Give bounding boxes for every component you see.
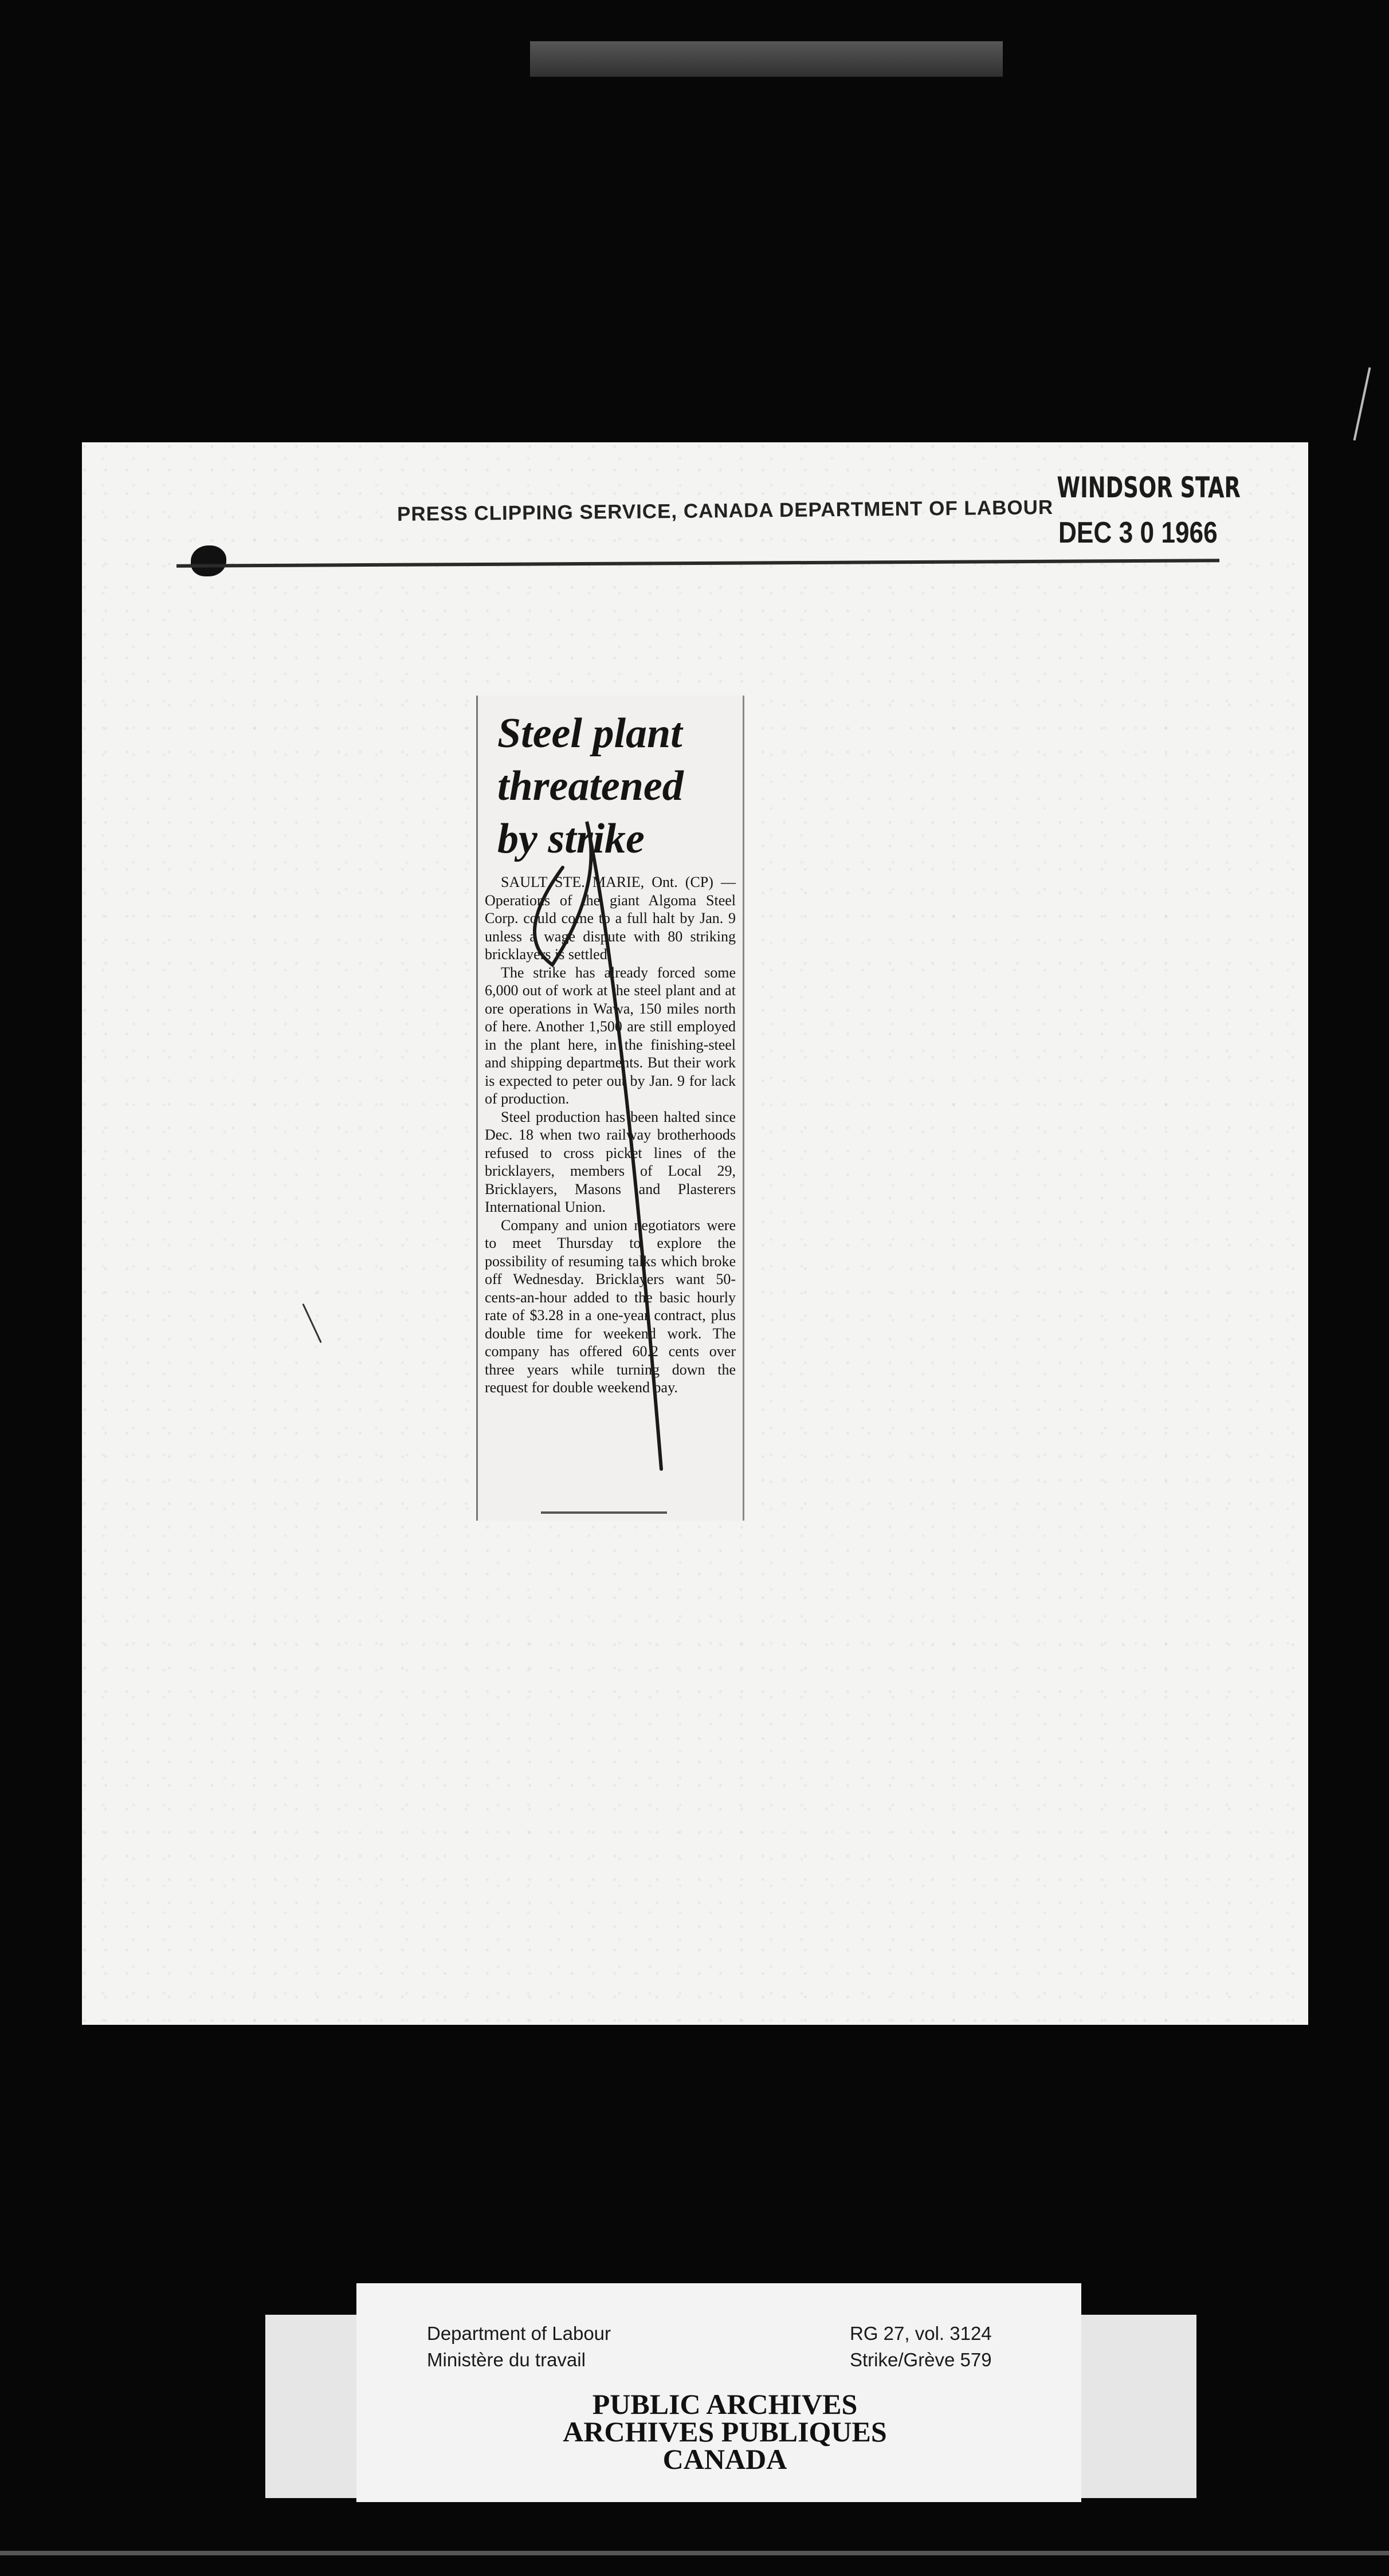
- article-paragraph: Steel production has been halted since Dec. 18 when two railway brotherhoods refused to cross picket lines of the bricklayers, members of Local 29, Bricklayers, Masons and Plasterers International Union.: [485, 1108, 736, 1215]
- headline-line: threatened: [497, 763, 684, 810]
- clipping-date: DEC 3 0 1966: [1058, 516, 1218, 549]
- pen-check-mark: [478, 696, 743, 1521]
- article-paragraph: The strike has already forced some 6,000 out of work at the steel plant and at ore operations in Wawa, 150 miles north of here. Another 1,500 are still employed in the plant here, in the finishing-steel and shipping departments. But their work is expected to peter out by Jan. 9 for lack of production.: [485, 964, 736, 1107]
- header-rule: [176, 559, 1219, 568]
- punch-hole: [191, 545, 226, 576]
- label-tab-right: [1079, 2315, 1196, 2498]
- film-bottom-edge: [0, 2551, 1389, 2555]
- archives-french: ARCHIVES PUBLIQUES: [563, 2416, 887, 2448]
- label-tab-left: [265, 2315, 366, 2498]
- film-scratch: [1353, 367, 1371, 441]
- headline-line: by strike: [497, 815, 645, 862]
- pencil-mark: [302, 1303, 321, 1343]
- article-paragraph: SAULT STE. MARIE, Ont. (CP) — Operations of the giant Algoma Steel Corp. could come to a full halt by Jan. 9 unless a wage dispute with 80 striking bricklayers is settled.: [485, 874, 736, 963]
- archives-country: CANADA: [662, 2443, 787, 2475]
- department-block: [427, 2320, 611, 2373]
- archives-stamp: [401, 2390, 1049, 2473]
- clipping-sheet: [82, 442, 1308, 2025]
- department-english: Department of Labour: [427, 2323, 611, 2344]
- department-french: Ministère du travail: [427, 2349, 586, 2370]
- record-group-reference: RG 27, vol. 3124: [850, 2323, 992, 2344]
- film-top-strip: [530, 41, 1003, 77]
- strike-number: Strike/Grève 579: [850, 2349, 992, 2370]
- headline-line: Steel plant: [497, 710, 682, 757]
- archives-english: PUBLIC ARCHIVES: [592, 2388, 858, 2420]
- service-title: PRESS CLIPPING SERVICE, CANADA DEPARTMENT OF LABOUR: [397, 496, 1054, 525]
- reference-block: [850, 2320, 992, 2373]
- news-clipping: [476, 696, 744, 1521]
- newspaper-name: WINDSOR STAR: [1057, 471, 1241, 504]
- article-paragraph: Company and union negotiators were to meet Thursday to explore the possibility of resuming talks which broke off Wednesday. Bricklayers want 50-cents-an-hour added to the basic hourly rate of $3.28 in a one-year contract, plus double time for weekend work. The company has offered 60.2 cents over three years while turning down the request for double weekend pay.: [485, 1216, 736, 1396]
